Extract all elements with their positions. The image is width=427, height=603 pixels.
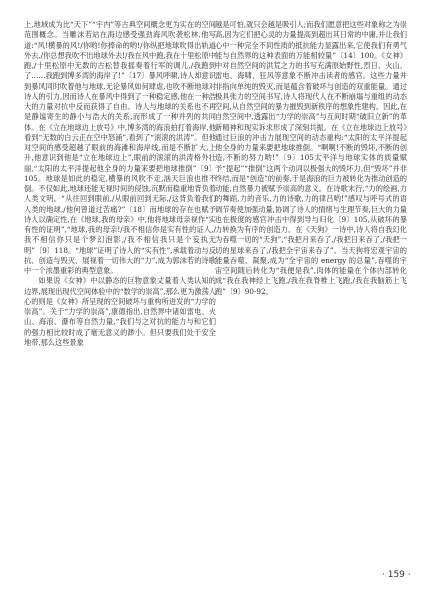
right-paragraph-1: 越是可怕,就只会越是吸引人;而我们愿意把这些对象称之为崇高,因为它们把心灵的力量提高到超出其日常的中庸,并让我们心中一种完全不同性质的抵抗能力显露出来,它使我们有勇气能与自然界的这种表面的万能相较量”〔14〕100。《女神》中对自然空间的洪荒之力的书写充满原始野性,烈日、火山、雷电、海啸、狂风等意象不断冲击读者的感官。这些力量并非指向单纯的毁灭,而是蕴含着破坏与创造的双重能量。通过极具张力的空间书写,诗人将现代人在不断崩塌与重组的动态空间,从自然空间的暴力摧毁到新秩序的想象性建构。因此,在自然空间中,透露出“力学的崇高”与互间时期“破旧立新”的革新精神和现实诉求形成了深刻共振。在《立在地球边上放号》通过巨浪的冲击力展现空间的动态重构:“太阳的太平洋提起他全身的力量来要把地球推倒。“啊啊!不断的毁坏,不断的创造,不断的努力哟!”〔9〕105太平洋与地球实体的质量赋予“提起”“推倒”这两个动词以极强大的毁坏力,但“毁坏”并非终结,而是“创造”的前奏,于是海浪的巨力被转化为推动创造的动能,自然暴力被赋予崇高的意义。在诗歌末行,“力的绘画,力的舞蹈,力的音乐,力的诗歌,力的律吕哟!”感叹与呼号式的语调节奏使加强动量,协调了诗人的情绪与生理节奏,巨大的力量也在极度的感官冲击中得到导与归化〔9〕105,从破坏的暴力转换为有序的创造力。在《天狗》一诗中,诗人将自我幻化为吞噬一切的“天狗”,“我把月来吞了,/我把日来吞了,/我把一切的星球来吞了,/我把全宇宙来吞了”。当天狗将宏观宇宙的能量吞噬、凝聚,成为“全宇宙的 energy 的总量”,吞噬的宇宙空间随后转化为“我便是我”,肉体的能量在个体内部转化成“我在我神经上飞跑,/我在我脊椎上飞跑,/我在我脑筋上飞跑”〔9〕90-92。: [215, 20, 407, 296]
right-column: [215, 20, 407, 297]
left-paragraph-1: 上,地域成为比“天下”“宇内”等古典空间概念更为实在的空间范围概念。当雕沫若站在海边感受强劲海风吹袭松林,他写道:“风!横暴的风!/你哟!你捧命的哟!/你纵把地球吹得出轨道外去,/你总想我吹不出地球外去!/我在风中跑,我在十里松原中跑,/十里松原中无数的古松替我摇奏着行军的调儿,/我跑到了……我跑到博多湾的海岸了!”〔17〕暴风呼啸,诗人却意识到暴风同时吹着他与地球,无论暴风如何肆虐,也吹不断地球对诗人的引力,因而诗人在暴风中得到了一种稳定感,他在一种浩大的力量对抗中反而获得了自由。诗人与地球的关系也不再是静谧寄生的静小与浩大的关系,而形成了一种并列的共同体。在《立在地球边上放号》中,博多湾的海浪拍打着海岸,他看到“无数的白云正在空中怒涌”,看到了“滚滚的洪涛”。但他对空间的感受超越了眼前的海滩和海岸线,而是不断扩大,上升,他意识到他是“立在地球边上”,眼前的滚滚的洪涛格外壮丽,“太阳的太平洋提起他全身的力量来要把地球推倒”〔9〕105。地球是如此的稳定,横暴的风吹不走,汹天巨浪也推不倒。不仅如此,地球还能无视时间的侵蚀,沉默而稳重地背负着人类文明。“从往回到眼前,/从眼前回到无际,/这背负着我们人类的地球,/他何曾道过苦痛?”〔18〕而地球的存在也赋予诗人以确定性,在《地球,我的母亲》中,他将地球母亲视作“实有性的证明”,“地球,我的母亲!/我不相信你是实有性的证人,/我不相信你只是个梦幻泡影,/我不相信我只是个妄执无明”〔9〕118。“地球”证明了诗人的“实有性”,承载着动与反抗、创造与毁灭、展视着一切伟大的“力”,成为郭沫若的诗歌中一个浓墨重彩的典型意象。: [24, 20, 216, 275]
page-number: · 159 ·: [382, 570, 411, 580]
left-column: [24, 20, 216, 348]
left-paragraph-2: 如果说《女神》中以静态的巨物意象丈量着人类认知的边界,展现出现代空间体验中的“数学的崇高”,那么更为激荡人心的则是《女神》所呈现的空间破坏与重构所迸发的“力学的崇高”。关于“力学的崇高”,康德指出,自然界中诸如雷电、火山、海浪、瀑布等自然力量,“我们与之对抗的能力与和它们的强力相比较时成了毫无意义的渺小。但只要我们处于安全地带,那么这些景象: [24, 276, 216, 347]
